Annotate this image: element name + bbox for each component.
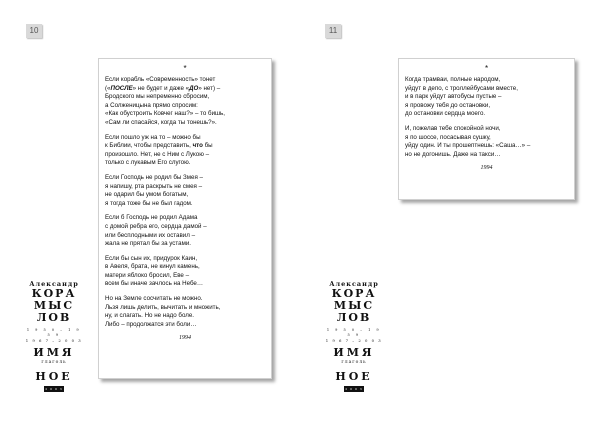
cover-subtitle: глаголь [341, 360, 367, 365]
cover-title: НОЕ [335, 370, 373, 383]
cover-years: 1 9 6 7 – 2 0 0 3 [325, 338, 383, 343]
poem-line: но не догонишь. Даже на такси… [405, 150, 501, 158]
cover-subtitle: глаголь [41, 360, 67, 365]
poem-line: или бесплодными их оставил – [105, 231, 196, 239]
poem-line-segment: что [192, 142, 203, 150]
page-number-right: 11 [325, 24, 341, 38]
cover-author-first-name: Александр [329, 280, 379, 288]
poem-line: Если Господь не родил бы Змея – [105, 173, 203, 181]
poem-line: «Сам ли спасайся, когда ты тонешь?». [105, 118, 217, 126]
cover-title: ИМЯ [333, 346, 375, 359]
cover-years: 1 9 5 0 – 1 9 5 9 [326, 328, 382, 337]
stanza [405, 76, 568, 119]
cover-title: ИМЯ [33, 346, 75, 359]
poem-line-segment: » нет) – [198, 84, 221, 92]
poem-line: только с лукавым Его слугою. [105, 159, 191, 167]
stanza [105, 174, 265, 208]
poem-line: до остановки сердца моего. [405, 110, 486, 118]
page-number-left: 10 [26, 24, 42, 38]
asterisk-divider: * [484, 64, 489, 73]
stanza [405, 125, 568, 159]
cover-bar: 2 0 0 3 [345, 387, 363, 391]
poem-year-right: 1994 [480, 165, 493, 172]
poem-sheet-right [398, 58, 575, 200]
poem-line-segment: ДО [189, 84, 199, 92]
poem-line [105, 85, 265, 94]
book-cover-logo-left [25, 280, 83, 392]
cover-title: НОЕ [35, 370, 73, 383]
cover-author-first-name: Александр [29, 280, 79, 288]
poem-line: Бродского мы непременно сбросим, [105, 93, 210, 101]
book-cover-logo-right [325, 280, 383, 392]
cover-years: 1 9 6 7 – 2 0 0 3 [25, 338, 83, 343]
poem-line: уйду один. И ты прошептнешь: «Саша…» – [405, 142, 531, 150]
cover-author-last-name: ЛОВ [36, 311, 72, 324]
poem-line: с домой ребра его, сердца дамой – [105, 222, 207, 230]
poem-line: Но на Земле сосчитать не можно. [105, 295, 203, 303]
poem-line: Если корабль «Современность» тонет [105, 76, 216, 83]
cover-author-last-name: МЫС [33, 299, 75, 312]
poem-line: уйдут в депо, с троллейбусами вместе, [405, 84, 518, 92]
stanza [105, 214, 265, 248]
poem-line: жала не прятал бы за устами. [105, 240, 191, 248]
poem-line: а Солженицына прямо спросим: [105, 101, 198, 109]
poem-line: я по шоссе, посасывая сушку, [405, 133, 491, 141]
stanza [105, 134, 265, 168]
poem-line: и в парк уйдут автобусы пустые – [405, 93, 502, 101]
cover-years: 1 9 5 0 – 1 9 5 9 [26, 328, 82, 337]
cover-author-last-name: ЛОВ [336, 311, 372, 324]
poem-line: не одарил бы умом богатым, [105, 191, 189, 199]
poem-line-segment: (« [105, 84, 111, 92]
poem-line [105, 142, 265, 151]
poem-line: Если пошло уж на то – можно бы [105, 133, 201, 141]
cover-bar: 2 0 0 3 [45, 387, 63, 391]
poem-line-segment: ПОСЛЕ [110, 84, 133, 92]
poem-line: И, пожелав тебе спокойной ночи, [405, 124, 501, 132]
poem-line: всем бы иначе зачлось на Небе… [105, 280, 204, 288]
poem-line: «Как обустроить Ковчег наш?» – то бишь, [105, 110, 225, 118]
poem-body-right [405, 76, 568, 159]
poem-line: Если бы сын их, придурок Каин, [105, 254, 198, 262]
poem-line: в Авеля, брата, не кинул камень, [105, 263, 200, 271]
poem-line-segment: бы [202, 142, 213, 150]
stanza [105, 255, 265, 289]
poem-line: ну, и слагать. Но не надо боле. [105, 312, 195, 320]
poem-line: Льзя лишь делить, вычитать и множить, [105, 303, 221, 311]
poem-line: я напишу, рта раскрыть не смея – [105, 182, 203, 190]
stanza [105, 295, 265, 329]
poem-sheet-left [98, 58, 272, 379]
asterisk-divider: * [183, 64, 187, 73]
poem-line: матери яблоко бросил, Еве – [105, 271, 190, 279]
poem-line: Если б Господь не родил Адама [105, 214, 198, 222]
poem-line: Когда трамваи, полные народом, [405, 76, 501, 83]
poem-line-segment: к Библии, чтобы представить, [105, 142, 193, 150]
poem-line: Либо – продолжатся эти боли… [105, 320, 197, 328]
stanza [105, 76, 265, 128]
poem-line: произошло. Нет, не с Ним с Лукою – [105, 150, 210, 158]
poem-year-left: 1994 [179, 335, 191, 342]
cover-author-last-name: КОРА [31, 287, 77, 300]
cover-author-last-name: МЫС [333, 299, 375, 312]
poem-line-segment: » не будет и даже « [132, 84, 190, 92]
poem-line: я провожу тебя до остановки, [405, 101, 491, 109]
poem-body-left [105, 76, 265, 329]
poem-line: я тогда тоже бы не был гадом. [105, 199, 193, 207]
cover-author-last-name: КОРА [331, 287, 377, 300]
